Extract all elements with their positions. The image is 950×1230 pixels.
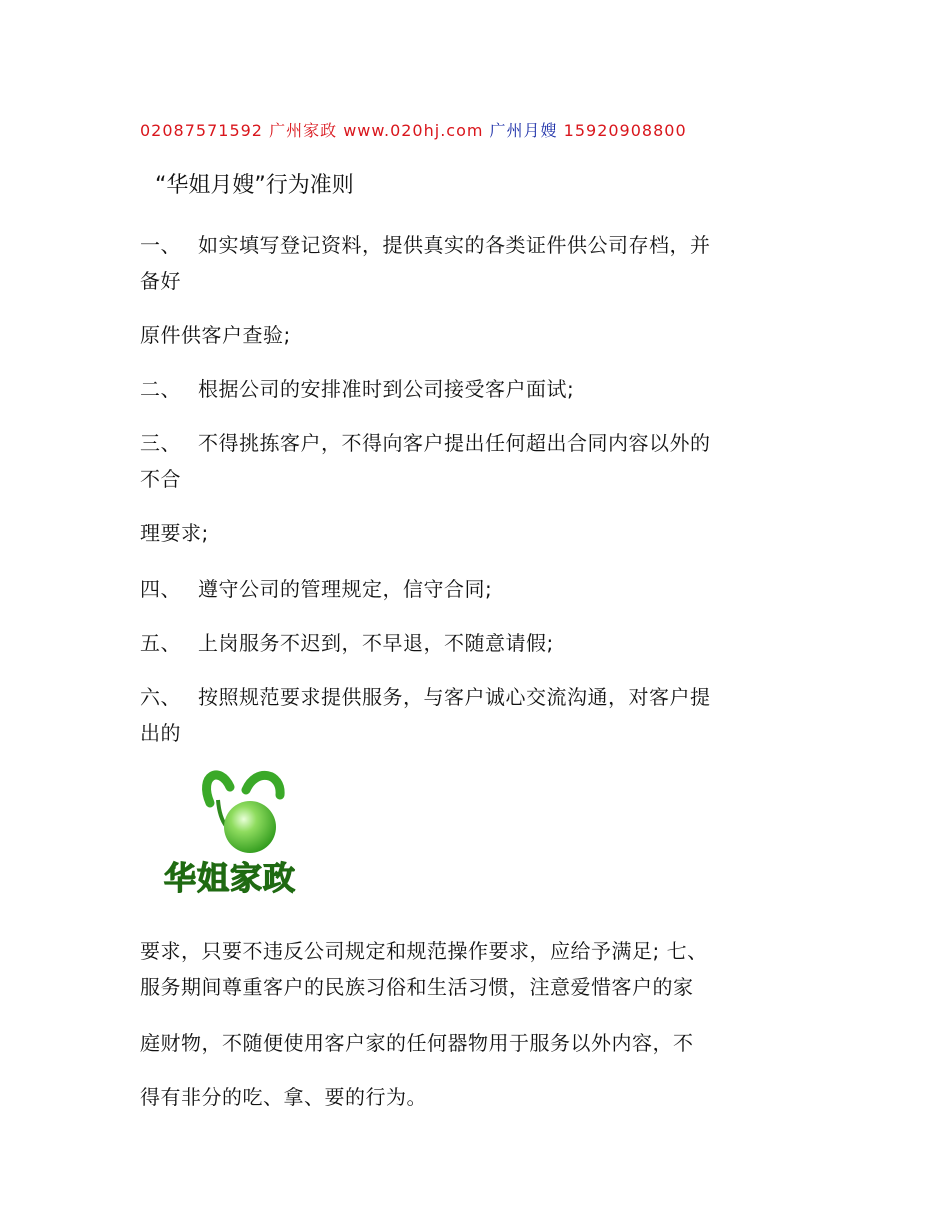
huajie-logo bbox=[158, 765, 338, 900]
header-website: www.020hj.com bbox=[343, 121, 484, 140]
rule-text: 如实填写登记资料，提供真实的各类证件供公司存档，并 bbox=[198, 233, 711, 257]
rule-text: 庭财物，不随便使用客户家的任何器物用于服务以外内容，不 bbox=[140, 1031, 694, 1055]
rule-line bbox=[140, 935, 708, 964]
rule-text: 根据公司的安排准时到公司接受客户面试; bbox=[198, 377, 575, 401]
rule-line bbox=[140, 427, 711, 456]
rule-line bbox=[140, 681, 711, 710]
header-label-2: 广州月嫂 bbox=[489, 121, 558, 140]
rule-number: 三、 bbox=[140, 431, 181, 455]
rule-number: 一、 bbox=[140, 233, 181, 257]
rule-number: 四、 bbox=[140, 577, 181, 601]
rule-text: 原件供客户查验; bbox=[140, 323, 291, 347]
rule-line bbox=[140, 229, 711, 258]
header-phone-1: 02087571592 bbox=[140, 121, 263, 140]
rule-text: 要求，只要不违反公司规定和规范操作要求，应给予满足; 七、 bbox=[140, 939, 708, 963]
rule-line bbox=[140, 265, 181, 294]
rule-line bbox=[140, 717, 181, 746]
rule-line bbox=[140, 627, 554, 656]
rule-text: 上岗服务不迟到，不早退，不随意请假; bbox=[198, 631, 554, 655]
rule-line bbox=[140, 319, 291, 348]
header-phone-2: 15920908800 bbox=[563, 121, 687, 140]
logo-leaf-left bbox=[207, 775, 230, 803]
rule-number: 二、 bbox=[140, 377, 181, 401]
rule-number: 五、 bbox=[140, 631, 181, 655]
header-label-1: 广州家政 bbox=[269, 121, 338, 140]
logo-leaf-right bbox=[246, 775, 280, 795]
rule-line bbox=[140, 1081, 427, 1110]
rule-line bbox=[140, 573, 492, 602]
rule-line bbox=[140, 463, 181, 492]
rule-line bbox=[140, 1027, 694, 1056]
rule-text: 得有非分的吃、拿、要的行为。 bbox=[140, 1085, 427, 1109]
rule-text: 服务期间尊重客户的民族习俗和生活习惯，注意爱惜客户的家 bbox=[140, 975, 694, 999]
rule-text: 备好 bbox=[140, 269, 181, 293]
logo-text: 华姐家政 bbox=[164, 859, 297, 897]
rule-text: 理要求; bbox=[140, 521, 209, 545]
rule-text: 遵守公司的管理规定，信守合同; bbox=[198, 577, 493, 601]
document-title: “华姐月嫂”行为准则 bbox=[155, 173, 354, 198]
rule-text: 按照规范要求提供服务，与客户诚心交流沟通，对客户提 bbox=[198, 685, 711, 709]
rule-text: 出的 bbox=[140, 721, 181, 745]
rule-line bbox=[140, 373, 574, 402]
header-contact-line bbox=[140, 118, 687, 141]
rule-number: 六、 bbox=[140, 685, 181, 709]
logo-ball bbox=[224, 801, 276, 853]
rule-line bbox=[140, 971, 694, 1000]
rule-text: 不得挑拣客户，不得向客户提出任何超出合同内容以外的 bbox=[198, 431, 711, 455]
rule-text: 不合 bbox=[140, 467, 181, 491]
rule-line bbox=[140, 517, 209, 546]
